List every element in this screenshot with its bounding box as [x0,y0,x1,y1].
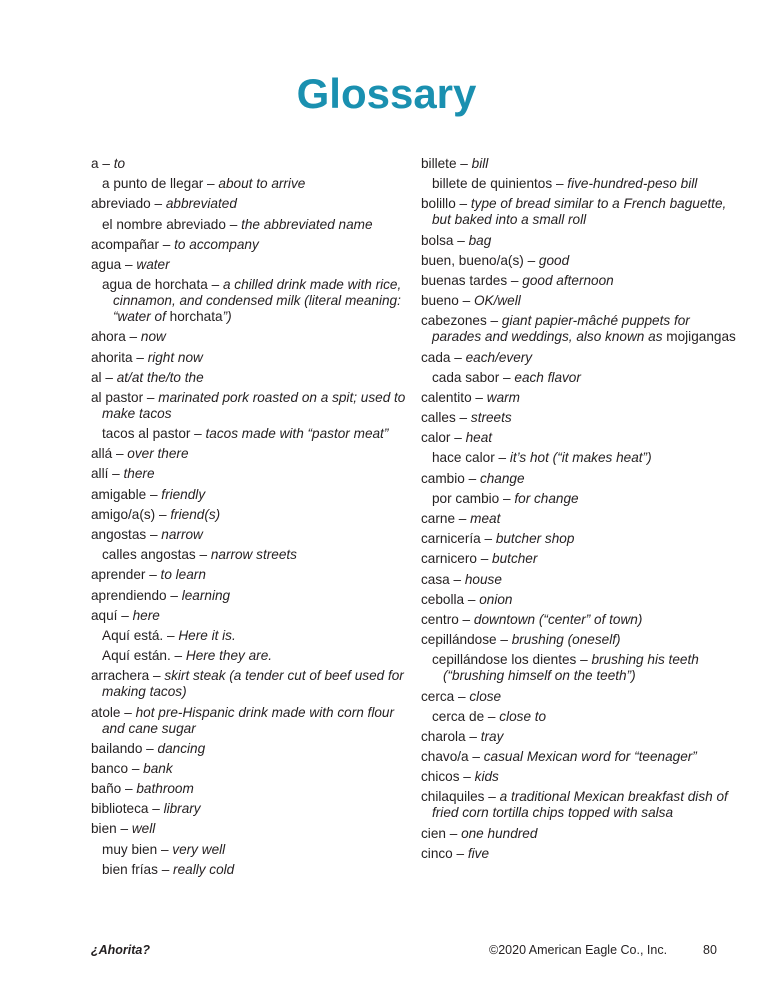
entry-definition-roman: mojigangas [662,329,736,345]
glossary-entry [91,350,411,366]
entry-definition: kids [474,769,499,785]
glossary-subentry [91,862,411,878]
entry-definition: friend(s) [170,506,221,522]
glossary-entry [421,632,741,648]
entry-dash: – [480,531,496,547]
entry-term: carne [421,511,456,526]
entry-definition: over there [127,446,189,462]
entry-definition: there [123,466,155,482]
entry-dash: – [449,571,465,587]
glossary-entry [421,196,741,228]
entry-term: chicos [421,769,460,785]
entry-dash: – [101,369,117,385]
glossary-subentry [421,709,741,725]
entry-dash: – [195,547,211,563]
entry-dash: – [499,490,515,506]
glossary-entry [91,466,411,482]
entry-definition: really cold [173,861,235,877]
entry-dash: – [116,821,132,837]
entry-dash: – [458,293,474,309]
entry-term: Aquí están. [102,648,171,664]
glossary-entry [91,370,411,386]
entry-dash: – [157,861,174,877]
glossary-subentry [91,648,411,664]
glossary-subentry [421,652,741,684]
entry-term: muy bien [102,841,158,857]
entry-dash: – [121,781,137,797]
entry-term: centro [421,611,459,627]
entry-dash: – [459,769,475,785]
entry-term: cepillándose los dientes [432,652,577,668]
entry-term: ahora [91,329,126,345]
entry-dash: – [112,446,128,462]
entry-definition: the abbreviated name [241,216,373,232]
glossary-entry [421,846,741,862]
entry-term: amigo/a(s) [91,506,156,522]
entry-definition: now [140,329,166,345]
entry-definition: skirt steak (a tender cut of beef used for making tacos) [102,668,404,700]
entry-definition: house [464,571,502,587]
glossary-entry [421,572,741,588]
glossary-subentry [91,176,411,192]
entry-definition: brushing his teeth (“brushing himself on the teeth”) [443,652,699,684]
entry-term: bolsa [421,232,454,248]
entry-definition: downtown (“center” of town) [473,611,643,627]
entry-dash: – [552,176,568,192]
entry-term: chilaquiles [421,789,485,805]
entry-definition: very well [172,841,226,857]
glossary-entry [91,196,411,212]
entry-definition: a chilled drink made with rice, cinnamon, and condensed milk (literal meaning: “water of [113,277,402,325]
entry-dash: – [146,486,162,502]
entry-dash: – [98,156,114,171]
entry-dash: – [142,740,158,756]
glossary-entry [421,531,741,547]
entry-term: aprender [91,567,146,583]
entry-term: aquí [91,607,118,623]
entry-dash: – [576,652,592,668]
entry-definition: to [113,156,126,171]
glossary-entry [91,668,411,700]
entry-dash: – [450,430,466,446]
entry-term: atole [91,704,121,720]
glossary-subentry [421,370,741,386]
glossary-entry [91,608,411,624]
entry-term: bien [91,821,117,837]
entry-term: cambio [421,470,465,486]
entry-dash: – [145,567,161,583]
entry-term: calentito [421,389,472,405]
entry-dash: – [108,466,124,482]
entry-definition: type of bread similar to a French baguette, but baked into a small roll [432,196,727,228]
entry-dash: – [464,591,480,607]
entry-term: angostas [91,527,147,542]
entry-term: carnicero [421,551,477,567]
entry-term: el nombre abreviado [102,216,226,232]
entry-definition: change [479,470,525,486]
glossary-entry [91,329,411,345]
entry-dash: – [225,216,242,232]
entry-term: casa [421,571,450,587]
glossary-entry [421,689,741,705]
entry-dash: – [486,313,502,329]
entry-definition: about to arrive [218,176,306,192]
entry-definition: brushing (oneself) [511,632,621,648]
entry-definition: bag [468,232,492,248]
entry-term: cabezones [421,313,487,329]
entry-definition: good [538,252,570,268]
entry-definition: library [163,801,201,817]
entry-dash: – [445,825,462,841]
glossary-entry [421,273,741,289]
entry-term: agua de horchata [102,277,208,293]
entry-definition: at/at the/to the [116,369,204,385]
entry-term: aprendiendo [91,587,167,603]
glossary-subentry [91,842,411,858]
glossary-entry [421,233,741,249]
entry-definition: close [469,688,502,704]
footer-copyright: ©2020 American Eagle Co., Inc. [489,943,668,957]
glossary-entry [421,430,741,446]
entry-term: Aquí está. [102,627,164,643]
glossary-subentry [91,217,411,233]
glossary-subentry [421,450,741,466]
glossary-subentry [421,176,741,192]
entry-definition: giant papier-mâché puppets for parades and weddings, also known as [432,313,690,345]
entry-definition: five-hundred-peso bill [567,176,698,192]
entry-term: acompañar [91,236,160,252]
entry-dash: – [170,648,186,664]
glossary-entry [91,487,411,503]
glossary-entry [91,567,411,583]
entry-dash: – [125,329,141,345]
entry-term: calor [421,430,451,446]
entry-definition: a traditional Mexican breakfast dish of fried corn tortilla chips topped with salsa [432,789,728,821]
glossary-entry [91,741,411,757]
entry-definition: narrow [161,527,203,542]
glossary-entry [91,237,411,253]
entry-definition: meat [470,511,501,526]
entry-dash: – [523,252,539,268]
entry-term: cebolla [421,591,465,607]
entry-dash: – [471,389,487,405]
glossary-entry [421,789,741,821]
entry-term: tacos al pastor [102,426,191,442]
entry-definition: heat [465,430,493,446]
glossary-entry [91,446,411,462]
glossary-entry [421,253,741,269]
entry-dash: – [159,236,175,252]
entry-definition-roman: horchata [165,309,223,325]
entry-definition: bank [143,760,173,776]
entry-dash: – [496,632,512,648]
entry-definition: casual Mexican word for “teenager” [483,749,697,765]
entry-term: cien [421,825,446,841]
entry-term: calles angostas [102,547,196,563]
entry-term: cepillándose [421,632,497,648]
entry-term: ahorita [91,349,133,365]
entry-term: bueno [421,293,459,309]
entry-definition: narrow streets [210,547,297,563]
entry-term: al pastor [91,389,144,405]
glossary-entry [91,761,411,777]
glossary-entry [91,801,411,817]
entry-definition: water [136,256,170,272]
glossary-entry [421,471,741,487]
entry-dash: – [148,801,164,817]
glossary-subentry [91,628,411,644]
glossary-entry [421,293,741,309]
entry-dash: – [150,196,166,212]
entry-definition: streets [470,410,512,426]
entry-definition: marinated pork roasted on a spit; used to make tacos [102,389,406,421]
entry-definition: onion [479,591,513,607]
entry-term: billete [421,156,457,171]
glossary-entry [421,729,741,745]
entry-definition: tacos made with “pastor meat” [205,426,389,442]
entry-definition: one hundred [461,825,538,841]
entry-definition: Here they are. [185,648,273,664]
entry-dash: – [484,708,500,724]
entry-dash: – [207,277,223,293]
entry-definition: right now [147,349,203,365]
entry-term: allá [91,446,113,462]
entry-dash: – [456,156,472,171]
entry-dash: – [132,349,148,365]
entry-definition: each flavor [514,369,581,385]
entry-term: al [91,369,102,385]
entry-dash: – [163,627,179,643]
entry-dash: – [465,728,481,744]
entry-dash: – [455,196,471,212]
entry-term: chavo/a [421,749,469,765]
glossary-entry [421,350,741,366]
entry-definition: bathroom [136,781,194,797]
entry-dash: – [121,256,137,272]
entry-definition: butcher shop [495,531,575,547]
entry-term: cerca [421,688,455,704]
glossary-column-right [421,156,741,866]
entry-term: cada sabor [432,369,500,385]
footer-book-title: ¿Ahorita? [91,943,151,957]
entry-term: baño [91,781,122,797]
entry-definition-end: ”) [222,309,232,325]
entry-dash: – [157,841,173,857]
entry-definition: butcher [492,551,538,567]
glossary-entry [421,410,741,426]
entry-dash: – [499,369,515,385]
entry-term: buenas tardes [421,272,508,288]
entry-dash: – [146,527,162,542]
entry-definition: bill [471,156,489,171]
glossary-subentry [91,277,411,325]
entry-dash: – [484,789,500,805]
entry-definition: close to [499,708,547,724]
entry-definition: dancing [157,740,206,756]
glossary-entry [421,826,741,842]
entry-definition: friendly [161,486,206,502]
entry-definition: to accompany [174,236,259,252]
glossary-entry [91,588,411,604]
page-title: Glossary [296,70,477,117]
glossary-entry [91,705,411,737]
entry-definition: five [467,845,490,861]
glossary-subentry [91,426,411,442]
entry-term: abreviado [91,196,151,212]
entry-term: bailando [91,740,143,756]
entry-dash: – [149,668,165,684]
entry-term: calles [421,410,456,426]
entry-definition: abbreviated [165,196,237,212]
glossary-entry [421,612,741,628]
entry-dash: – [155,506,171,522]
entry-dash: – [455,511,471,526]
entry-dash: – [453,232,469,248]
glossary-entry [421,390,741,406]
entry-term: bien frías [102,861,158,877]
entry-term: por cambio [432,490,500,506]
entry-dash: – [476,551,493,567]
glossary-entry [421,551,741,567]
glossary-entry [421,313,741,345]
entry-definition: well [131,821,156,837]
entry-dash: – [464,470,480,486]
entry-term: agua [91,256,122,272]
entry-term: hace calor [432,450,495,466]
glossary-entry [421,511,741,527]
entry-term: arrachera [91,668,150,684]
page-number: 80 [703,943,717,957]
entry-term: a [91,156,99,171]
glossary-entry [91,390,411,422]
entry-term: a punto de llegar [102,176,204,192]
entry-dash: – [450,349,466,365]
entry-dash: – [166,587,182,603]
glossary-column-left [91,156,411,882]
glossary-entry [421,592,741,608]
entry-dash: – [455,410,471,426]
entry-term: charola [421,728,466,744]
glossary-subentry [91,547,411,563]
entry-dash: – [454,688,470,704]
entry-definition: tray [480,728,504,744]
entry-term: banco [91,760,129,776]
entry-dash: – [120,704,136,720]
glossary-entry [91,507,411,523]
entry-dash: – [190,426,206,442]
glossary-entry [91,257,411,273]
entry-dash: – [507,272,523,288]
glossary-entry [91,781,411,797]
entry-dash: – [494,450,510,466]
entry-dash: – [117,607,133,623]
glossary-entry [421,749,741,765]
glossary-entry [91,156,411,172]
entry-term: billete de quinientos [432,176,553,192]
entry-dash: – [458,611,474,627]
entry-term: cinco [421,845,453,861]
entry-definition: warm [486,389,520,405]
glossary-entry [421,769,741,785]
entry-term: amigable [91,486,147,502]
entry-definition: hot pre-Hispanic drink made with corn flour and cane sugar [102,704,395,736]
entry-definition: here [132,607,160,623]
glossary-entry [421,156,741,172]
entry-dash: – [128,760,144,776]
entry-term: biblioteca [91,801,149,817]
entry-dash: – [452,845,468,861]
entry-definition: it’s hot (“it makes heat”) [509,450,652,466]
entry-term: cerca de [432,708,485,724]
entry-term: carnicería [421,531,481,547]
entry-definition: to learn [160,567,206,583]
entry-definition: OK/well [473,293,521,309]
entry-dash: – [468,749,484,765]
entry-term: allí [91,466,109,482]
entry-dash: – [203,176,219,192]
entry-dash: – [143,389,159,405]
glossary-subentry [421,491,741,507]
glossary-entry [91,527,411,543]
entry-definition: each/every [465,349,533,365]
entry-term: bolillo [421,196,456,212]
entry-definition: learning [181,587,231,603]
glossary-entry [91,821,411,837]
entry-definition: for change [514,490,579,506]
entry-term: buen, bueno/a(s) [421,252,524,268]
entry-term: cada [421,349,451,365]
entry-definition: Here it is. [178,627,236,643]
entry-definition: good afternoon [522,272,614,288]
